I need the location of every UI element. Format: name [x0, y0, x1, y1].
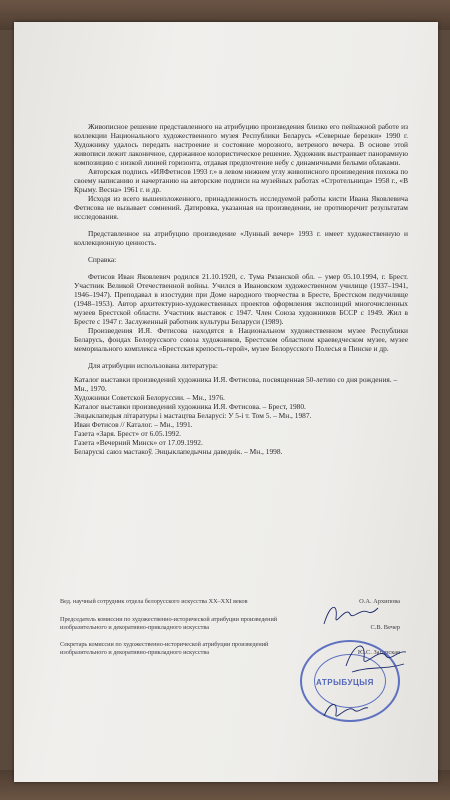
- paragraph-signature: Авторская подпись «ИЯФетисов 1993 г.» в левом нижнем углу живописного произведения похожа по своему написанию и начертанию на авторские подписи на музейных работах «Стротельница» 1958 г., «В Крыму. Весна» 1961 г. и др.: [74, 167, 408, 194]
- stamp-label: АТРЫБУЦЫЯ: [316, 678, 374, 687]
- literature-item: Иван Фетисов // Каталог. – Мн., 1991.: [74, 420, 193, 429]
- literature-item: Энцыклапедыя літаратуры і мастацтва Беларусі: У 5-і т. Том 5. – Мн., 1987.: [74, 411, 312, 420]
- literature-item: Газета «Вечерний Минск» от 17.09.1992.: [74, 438, 203, 447]
- paragraph-style: Живописное решение представленного на атрибуцию произведения близко его пейзажной работе из коллекции Национального художественного музея Республики Беларусь «Северные березки» 1990 г. Художнику удалось передать настроение и состояние морозного, ветреного вечера. В основе этой живописи лежит лаконичное, сдержанное колористическое решение. Художник выстраивает панорамную композицию с низкой линией горизонта, отдавая предпочтение небу с динамичными белыми облаками.: [74, 122, 408, 167]
- signatory-name: О.А. Архипова: [359, 598, 400, 605]
- literature-item: Художники Советской Белоруссии. – Мн., 1976.: [74, 393, 225, 402]
- signatory-name: С.В. Вечер: [370, 624, 400, 631]
- paragraph-collections: Произведения И.Я. Фетисова находятся в Национальном художественном музее Республики Беларусь, фондах Белорусского союза художников, Брестском областном краеведческом музее, музее мемориального комплекса «Брестская крепость-герой», музее Белорусского Полесья в Пинске и др.: [74, 326, 408, 353]
- literature-item: Каталог выставки произведений художника И.Я. Фетисова. – Брест, 1980.: [74, 402, 306, 411]
- signatory-role: Вед. научный сотрудник отдела белорусского искусства XX–XXI веков: [60, 598, 248, 605]
- literature-item: Газета «Заря. Брест» от 6.05.1992.: [74, 429, 182, 438]
- paragraph-biography: Фетисов Иван Яковлевич родился 21.10.1920, с. Тума Рязанской обл. – умер 05.10.1994, г. Брест. Участник Великой Отечественной войны. Учился в Ивановском художественном училище (1937–1941, 1946–1947). Преподавал в изостудии при Доме народного творчества в Бресте, Брестском педучилище (1948–1953). Автор архитектурно-художественных проектов оформления экспозиций многочисленных музеев Брестской области. Участник выставок с 1947. Член Союза художников БССР с 1949. Жил в Бресте с 1947 г. Заслуженный работник культуры Беларуси (1989).: [74, 272, 408, 326]
- handwritten-signature: [320, 696, 370, 724]
- signatory-role: Председатель комиссии по художественно-исторической атрибуции произведений изобразительного и декоративно-прикладного искусства: [60, 616, 278, 631]
- handwritten-signature: [340, 636, 410, 676]
- paragraph-conclusion: Исходя из всего вышеизложенного, принадлежность исследуемой работы кисти Ивана Яковлевича Фетисова не вызывает сомнений. Датировка, указанная на произведении, не противоречит результатам исследования.: [74, 194, 408, 221]
- literature-label: Для атрибуции использована литература:: [88, 361, 218, 370]
- paragraph-value: Представленное на атрибуцию произведение «Лунный вечер» 1993 г. имеет художественную и коллекционную ценность.: [74, 229, 408, 247]
- literature-item: Беларускі саюз мастакоў. Энцыклапедычны даведнік. – Мн., 1998.: [74, 447, 283, 456]
- signatory-name: Ю.С. Загорская: [357, 649, 400, 656]
- literature-list: [74, 375, 408, 456]
- signatory-role: Секретарь комиссии по художественно-исторической атрибуции произведений изобразительного и декоративно-прикладного искусства: [60, 641, 269, 656]
- reference-label: Справка:: [88, 255, 117, 264]
- literature-item: Каталог выставки произведений художника И.Я. Фетисова, посвященная 50-летию со дня рождения. – Мн., 1970.: [74, 375, 398, 393]
- handwritten-signature: [320, 600, 380, 630]
